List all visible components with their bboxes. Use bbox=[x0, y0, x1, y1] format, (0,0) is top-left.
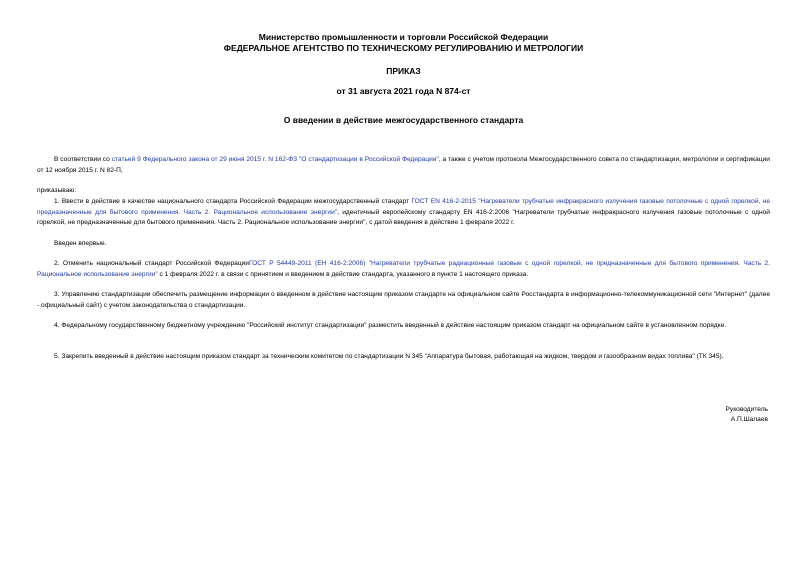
item-1-text-start: 1. Ввести в действие в качестве национального стандарта Российской Федерации межгосударственный стандарт bbox=[54, 198, 412, 205]
federal-law-link[interactable]: статьей 9 Федерального закона от 29 июня 2015 г. N 162-ФЗ "О стандартизации в Российской Федерации" bbox=[111, 156, 439, 163]
preamble-paragraph bbox=[37, 155, 770, 176]
item-1-text-end: , идентичный европейскому стандарту EN 416-2:2006 "Нагреватели трубчатые инфракрасного излучения газовые потолочные с одной горелкой, не предназначенные для бытового применения. Часть 2. Рациональное использование энергии", с датой введения в действие 1 февраля 2022 г. bbox=[37, 208, 770, 226]
gost-r-54449-2011-link[interactable]: ГОСТ Р 54449-2011 (ЕН 416-2:2006) "Нагреватели трубчатые радиационные газовые с одной горелкой, не предназначенные для бытового применения. Часть 2. Рациональное использование энергии" bbox=[37, 260, 770, 278]
item-2-text-start: 2. Отменить национальный стандарт Российской Федерации bbox=[54, 260, 249, 267]
item-5-paragraph: 5. Закрепить введенный в действие настоящим приказом стандарт за техническим комитетом по стандартизации N 345 "Аппаратура бытовая, работающая на жидком, твердом и газообразном видах топлива" (ТК 345). bbox=[54, 353, 724, 360]
signature-role: Руководитель bbox=[725, 406, 768, 413]
agency-name: ФЕДЕРАЛЬНОЕ АГЕНТСТВО ПО ТЕХНИЧЕСКОМУ РЕГУЛИРОВАНИЮ И МЕТРОЛОГИИ bbox=[223, 43, 584, 53]
document-type: ПРИКАЗ bbox=[386, 66, 421, 76]
gost-en-416-2-2015-link[interactable]: ГОСТ EN 416-2-2015 "Нагреватели трубчатые инфракрасного излучения газовые потолочные с одной горелкой, не предназначенные для бытового применения. Часть 2. Рациональное использование энергии" bbox=[37, 198, 770, 216]
item-1-paragraph bbox=[37, 197, 770, 229]
preamble-text-start: В соответствии со bbox=[54, 156, 112, 163]
item-4-paragraph: 4. Федеральному государственному бюджетному учреждению "Российский институт стандартизации" разместить введенный в действие настоящим приказом стандарт на официальном сайте в установленном порядке. bbox=[54, 322, 727, 329]
item-2-paragraph bbox=[37, 259, 770, 280]
item-2-text-end: с 1 февраля 2022 г. в связи с принятием и введением в действие стандарта, указанного в пункте 1 настоящего приказа. bbox=[157, 270, 529, 278]
preamble-text-end: , а также с учетом протокола Межгосударственного совета по стандартизации, метрологии и сертификации от 12 ноября 2015 г. N 82-П, bbox=[37, 156, 770, 174]
order-word: приказываю: bbox=[37, 187, 77, 194]
signature-name: А.П.Шалаев bbox=[730, 416, 768, 423]
document-date-number: от 31 августа 2021 года N 874-ст bbox=[336, 86, 471, 96]
ministry-name: Министерство промышленности и торговли Российской Федерации bbox=[258, 32, 549, 42]
item-3-paragraph: 3. Управлению стандартизации обеспечить размещение информации о введенном в действие настоящим приказом стандарте на официальном сайте Росстандарта в информационно-телекоммуникационной сети "Интернет" (далее - официальный сайт) с учетом законодательства о стандартизации. bbox=[37, 291, 770, 309]
document-title: О введении в действие межгосударственного стандарта bbox=[283, 115, 524, 125]
introduced-note: Введен впервые. bbox=[54, 240, 107, 247]
